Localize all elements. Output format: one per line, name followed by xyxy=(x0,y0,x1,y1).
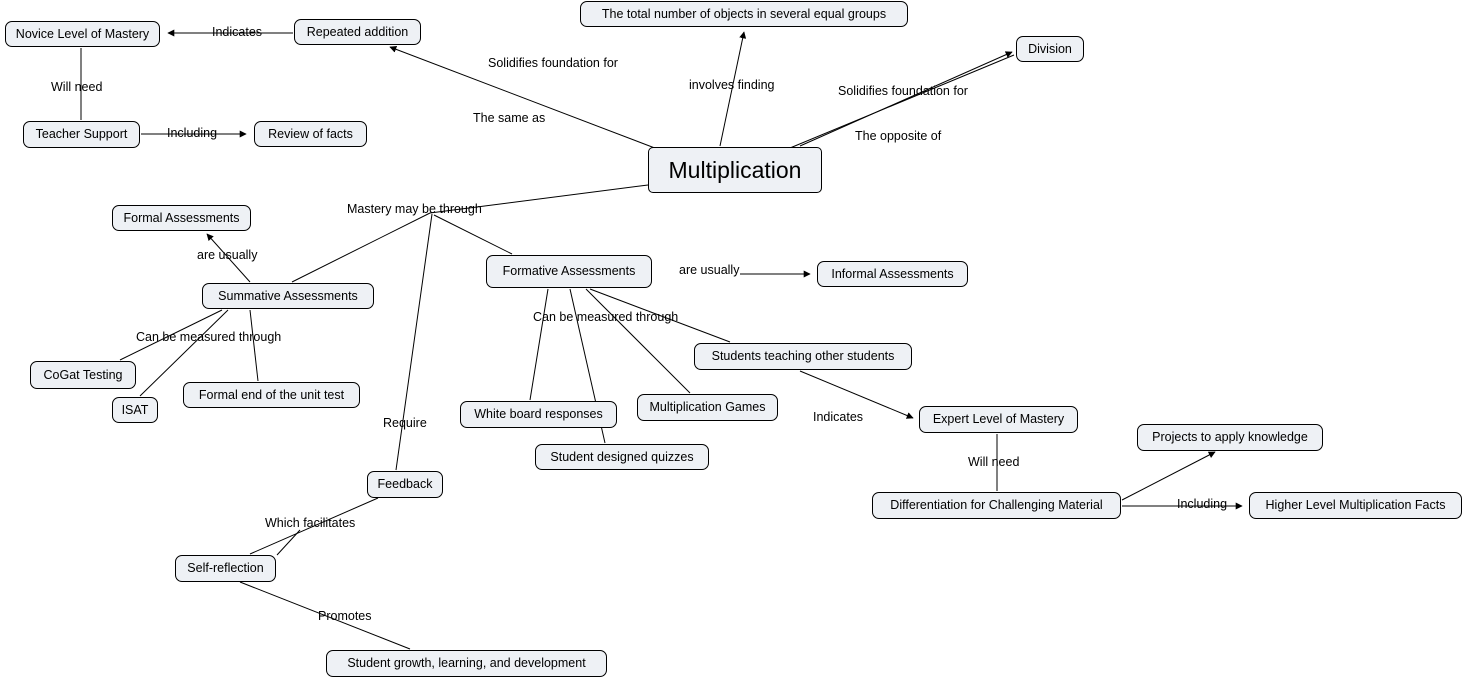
edge-label-solidifies-foundation-repeated: Solidifies foundation for xyxy=(488,56,618,70)
edge-label-are-usually-informal: are usually xyxy=(679,263,740,277)
node-multiplication[interactable]: Multiplication xyxy=(648,147,822,193)
node-teacher-support[interactable]: Teacher Support xyxy=(23,121,140,148)
node-higher-level-multiplication-facts[interactable]: Higher Level Multiplication Facts xyxy=(1249,492,1462,519)
node-formative-assessments[interactable]: Formative Assessments xyxy=(486,255,652,288)
node-projects-to-apply-knowledge[interactable]: Projects to apply knowledge xyxy=(1137,424,1323,451)
edge-label-including-teacher: Including xyxy=(167,126,218,140)
node-student-growth-learning-development[interactable]: Student growth, learning, and development xyxy=(326,650,607,677)
node-white-board-responses[interactable]: White board responses xyxy=(460,401,617,428)
node-formal-assessments[interactable]: Formal Assessments xyxy=(112,205,251,231)
node-review-of-facts[interactable]: Review of facts xyxy=(254,121,367,147)
edge-label-including-differentiation: Including xyxy=(1177,497,1228,511)
node-repeated-addition[interactable]: Repeated addition xyxy=(294,19,421,45)
node-multiplication-games[interactable]: Multiplication Games xyxy=(637,394,778,421)
node-novice-level-of-mastery[interactable]: Novice Level of Mastery xyxy=(5,21,160,47)
edge-label-can-be-measured-summative: Can be measured through xyxy=(136,330,282,344)
edge-label-involves-finding: involves finding xyxy=(689,78,775,92)
edge-label-will-need-expert: Will need xyxy=(968,455,1020,469)
edge-label-which-facilitates: Which facilitates xyxy=(265,516,356,530)
node-feedback[interactable]: Feedback xyxy=(367,471,443,498)
edge-label-the-opposite-of: The opposite of xyxy=(855,129,942,143)
node-informal-assessments[interactable]: Informal Assessments xyxy=(817,261,968,287)
edge-label-will-need-novice: Will need xyxy=(51,80,103,94)
node-differentiation-for-challenging-material[interactable]: Differentiation for Challenging Material xyxy=(872,492,1121,519)
node-student-designed-quizzes[interactable]: Student designed quizzes xyxy=(535,444,709,470)
edge-label-promotes: Promotes xyxy=(318,609,372,623)
edge-label-solidifies-foundation-division: Solidifies foundation for xyxy=(838,84,968,98)
node-formal-end-of-unit-test[interactable]: Formal end of the unit test xyxy=(183,382,360,408)
node-expert-level-of-mastery[interactable]: Expert Level of Mastery xyxy=(919,406,1078,433)
edge-label-the-same-as: The same as xyxy=(473,111,546,125)
node-students-teaching-other-students[interactable]: Students teaching other students xyxy=(694,343,912,370)
node-cogat-testing[interactable]: CoGat Testing xyxy=(30,361,136,389)
node-self-reflection[interactable]: Self-reflection xyxy=(175,555,276,582)
node-isat[interactable]: ISAT xyxy=(112,397,158,423)
node-total-number-of-objects[interactable]: The total number of objects in several equal groups xyxy=(580,1,908,27)
edge-label-require: Require xyxy=(383,416,427,430)
edge-label-indicates-expert: Indicates xyxy=(813,410,864,424)
node-summative-assessments[interactable]: Summative Assessments xyxy=(202,283,374,309)
edge-label-are-usually-formal: are usually xyxy=(197,248,258,262)
edge-label-indicates-novice: Indicates xyxy=(212,25,263,39)
edge-label-can-be-measured-formative: Can be measured through xyxy=(533,310,679,324)
edge-label-mastery-may-be-through: Mastery may be through xyxy=(347,202,482,216)
node-division[interactable]: Division xyxy=(1016,36,1084,62)
